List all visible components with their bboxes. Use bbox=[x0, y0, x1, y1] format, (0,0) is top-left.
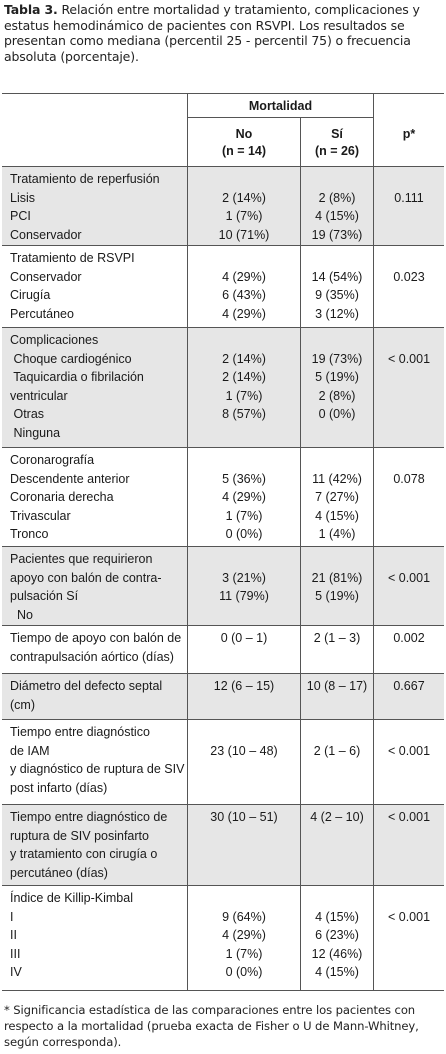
variable-label: de IAM bbox=[10, 743, 50, 758]
p-value: < 0.001 bbox=[387, 351, 431, 366]
column-rule bbox=[373, 93, 374, 990]
si-column-n: (n = 26) bbox=[314, 144, 360, 158]
no-value: 10 (71%) bbox=[218, 227, 270, 242]
variable-label: Índice de Killip-Kimbal bbox=[10, 891, 133, 905]
si-value: 3 (12%) bbox=[315, 306, 359, 321]
si-value: 1 (4%) bbox=[318, 527, 356, 541]
p-value: < 0.001 bbox=[387, 909, 431, 924]
no-value: 0 (0%) bbox=[225, 527, 263, 541]
no-value: 5 (36%) bbox=[222, 471, 266, 486]
si-value: 4 (2 – 10) bbox=[310, 810, 364, 824]
si-value: 4 (15%) bbox=[315, 209, 359, 223]
variable-label: ruptura de SIV posinfarto bbox=[10, 828, 149, 843]
si-value: 21 (81%) bbox=[311, 570, 363, 585]
row-rule bbox=[2, 719, 444, 720]
si-value: 5 (19%) bbox=[315, 589, 359, 603]
variable-label: Tiempo entre diagnóstico de bbox=[10, 810, 168, 824]
no-value: 9 (64%) bbox=[222, 909, 266, 924]
no-value: 8 (57%) bbox=[222, 407, 266, 421]
p-value: 0.111 bbox=[394, 190, 424, 205]
no-value: 1 (7%) bbox=[225, 209, 263, 223]
si-value: 4 (15%) bbox=[315, 909, 359, 924]
si-value: 10 (8 – 17) bbox=[306, 679, 368, 693]
row-rule bbox=[2, 804, 444, 805]
no-value: 2 (14%) bbox=[222, 351, 266, 366]
variable-label: Lisis bbox=[10, 190, 36, 205]
table-caption bbox=[4, 2, 444, 64]
no-column-n: (n = 14) bbox=[221, 144, 267, 158]
no-value: 2 (14%) bbox=[222, 370, 266, 384]
header-bottom-rule bbox=[2, 166, 444, 167]
si-value: 5 (19%) bbox=[315, 370, 359, 384]
p-column-header: p* bbox=[402, 127, 416, 141]
no-value: 0 (0%) bbox=[225, 965, 263, 979]
row-rule bbox=[2, 447, 444, 448]
variable-label: Cirugía bbox=[10, 288, 51, 302]
variable-label: IV bbox=[10, 965, 22, 979]
mortality-group-header: Mortalidad bbox=[248, 99, 313, 113]
no-column-header: No bbox=[235, 127, 253, 141]
variable-label: post infarto (días) bbox=[10, 780, 108, 795]
variable-label: Choque cardiogénico bbox=[10, 351, 132, 366]
table-caption-text: Relación entre mortalidad y tratamiento, complicaciones y estatus hemodinámico de pacientes con RSVPI. Los resultados se presentan como mediana (percentil 25 - percentil 75) o frecuencia absoluta (porcentaje). bbox=[4, 2, 420, 64]
no-value: 1 (7%) bbox=[225, 388, 263, 403]
variable-label: Trivascular bbox=[10, 508, 71, 523]
si-value: 12 (46%) bbox=[311, 946, 363, 961]
variable-label: Coronarografía bbox=[10, 453, 95, 467]
variable-label: Tronco bbox=[10, 527, 49, 541]
si-value: 4 (15%) bbox=[315, 508, 359, 523]
no-value: 0 (0 – 1) bbox=[220, 631, 268, 645]
variable-label: Pacientes que requirieron bbox=[10, 552, 153, 566]
si-value: 2 (1 – 6) bbox=[313, 743, 361, 758]
row-rule bbox=[2, 673, 444, 674]
si-value: 7 (27%) bbox=[315, 490, 359, 504]
column-rule bbox=[300, 117, 301, 990]
variable-label: Complicaciones bbox=[10, 333, 99, 347]
si-value: 2 (8%) bbox=[318, 388, 356, 403]
variable-label: PCI bbox=[10, 209, 31, 223]
si-value: 4 (15%) bbox=[315, 965, 359, 979]
p-value: 0.023 bbox=[393, 269, 425, 284]
p-value: < 0.001 bbox=[387, 743, 431, 758]
variable-label: Descendente anterior bbox=[10, 471, 130, 486]
no-value: 12 (6 – 15) bbox=[213, 679, 275, 693]
group-header-rule bbox=[188, 117, 373, 118]
p-value: 0.002 bbox=[393, 631, 425, 645]
variable-label: ventricular bbox=[10, 388, 68, 403]
row-rule bbox=[2, 327, 444, 328]
variable-label: percutáneo (días) bbox=[10, 865, 108, 880]
no-value: 2 (14%) bbox=[222, 190, 266, 205]
no-value: 11 (79%) bbox=[219, 589, 269, 603]
variable-label: III bbox=[10, 946, 21, 961]
row-rule bbox=[2, 990, 444, 991]
row-rule bbox=[2, 625, 444, 626]
si-value: 2 (1 – 3) bbox=[313, 631, 361, 645]
no-value: 4 (29%) bbox=[222, 490, 266, 504]
p-value: 0.078 bbox=[393, 471, 425, 486]
no-value: 4 (29%) bbox=[222, 928, 266, 942]
si-value: 14 (54%) bbox=[311, 269, 363, 284]
variable-label: Percutáneo bbox=[10, 306, 74, 321]
variable-label: contrapulsación aórtico (días) bbox=[10, 649, 174, 664]
si-value: 0 (0%) bbox=[318, 407, 356, 421]
variable-label: apoyo con balón de contra- bbox=[10, 570, 162, 585]
table-caption-label: Tabla 3. bbox=[4, 2, 58, 17]
si-value: 19 (73%) bbox=[311, 351, 363, 366]
no-value: 30 (10 – 51) bbox=[210, 810, 278, 824]
si-value: 11 (42%) bbox=[312, 471, 362, 486]
no-value: 4 (29%) bbox=[222, 306, 266, 321]
variable-label: Tratamiento de reperfusión bbox=[10, 172, 160, 186]
variable-label: No bbox=[10, 607, 33, 622]
variable-label: Tiempo de apoyo con balón de bbox=[10, 631, 182, 645]
no-value: 1 (7%) bbox=[225, 508, 263, 523]
variable-label: Coronaria derecha bbox=[10, 490, 114, 504]
variable-label: Tiempo entre diagnóstico bbox=[10, 725, 150, 739]
variable-label: Taquicardia o fibrilación bbox=[10, 370, 144, 384]
variable-label: II bbox=[10, 928, 17, 942]
si-value: 19 (73%) bbox=[311, 227, 363, 242]
row-rule bbox=[2, 245, 444, 246]
table-top-rule bbox=[2, 93, 444, 94]
variable-label: y diagnóstico de ruptura de SIV bbox=[10, 762, 185, 776]
variable-label: Conservador bbox=[10, 227, 82, 242]
no-value: 6 (43%) bbox=[222, 288, 266, 302]
no-value: 1 (7%) bbox=[225, 946, 263, 961]
p-value: < 0.001 bbox=[387, 570, 431, 585]
variable-label: Otras bbox=[10, 407, 45, 421]
no-value: 4 (29%) bbox=[222, 269, 266, 284]
si-value: 2 (8%) bbox=[318, 190, 356, 205]
p-value: < 0.001 bbox=[387, 810, 431, 824]
table-footnote: * Significancia estadística de las comparaciones entre los pacientes con respecto a la mortalidad (prueba exacta de Fisher o U de Mann-Whitney, según corresponda). bbox=[4, 1003, 419, 1049]
variable-label: Ninguna bbox=[10, 425, 61, 440]
no-value: 23 (10 – 48) bbox=[210, 743, 278, 758]
variable-label: Tratamiento de RSVPI bbox=[10, 251, 135, 265]
variable-label: y tratamiento con cirugía o bbox=[10, 847, 158, 861]
no-value: 3 (21%) bbox=[222, 570, 266, 585]
si-column-header: Sí bbox=[331, 127, 343, 141]
si-value: 6 (23%) bbox=[315, 928, 359, 942]
row-rule bbox=[2, 885, 444, 886]
variable-label: pulsación Sí bbox=[10, 589, 79, 603]
p-value: 0.667 bbox=[393, 679, 425, 693]
variable-label: Diámetro del defecto septal bbox=[10, 679, 163, 693]
variable-label: I bbox=[10, 909, 14, 924]
si-value: 9 (35%) bbox=[315, 288, 359, 302]
variable-label: Conservador bbox=[10, 269, 82, 284]
variable-label: (cm) bbox=[10, 697, 35, 712]
row-rule bbox=[2, 546, 444, 547]
